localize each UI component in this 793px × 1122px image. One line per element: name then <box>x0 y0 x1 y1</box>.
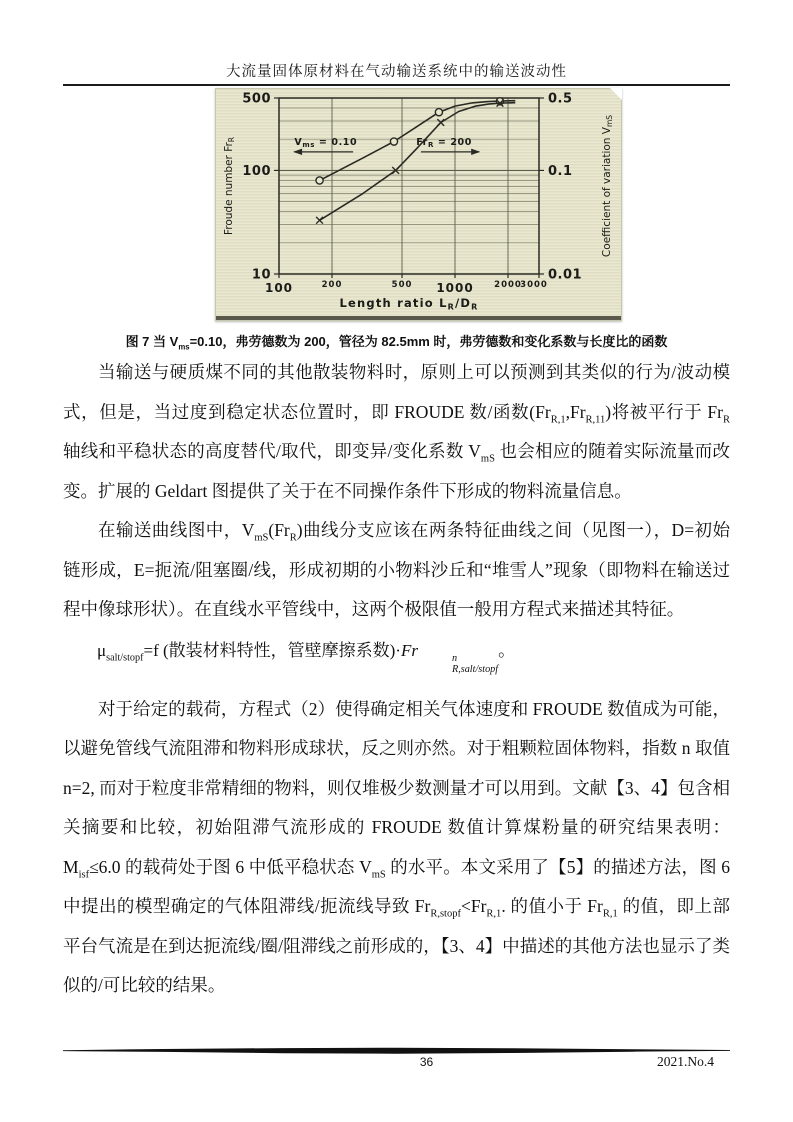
svg-text:100: 100 <box>264 281 294 295</box>
svg-text:10: 10 <box>251 267 271 283</box>
svg-text:Coefficient of variation VmS: Coefficient of variation $V_{mS}$ <box>601 114 615 258</box>
svg-text:500: 500 <box>242 91 271 107</box>
svg-text:FrR = 200: $Fr_R = 200$ <box>416 136 472 150</box>
svg-text:Froude number FrR: Froude number $Fr_R$ <box>223 136 237 236</box>
paragraph-3: 对于给定的载荷，方程式（2）使得确定相关气体速度和 FROUDE 数值成为可能，以避免管线气流阻滞和物料形成球状，反之则亦然。对于粗颗粒固体物料，指数 n 取值 n=2, 而对于粒度非常精细的物料，则仅堆极少数测量才可以用到。文献【3、4】包含相关摘要和比较，初始阻滞气流形成的 FROUDE 数值计算煤粉量的研究结果表明：$M_{isf}\le 6.0$ 的载荷处于图 6 中低平稳状态 $V_{mS}$ 的水平。本文采用了【5】的描述方法，图 6 中提出的模型确定的气体阻滞线/扼流线导致 $Fr_{R,stopf}<Fr_{R,1}$. 的值小于 $Fr_{R,1}$ 的值，即上部平台气流是在到达扼流线/圈/阻滞线之前形成的，【3、4】中描述的其他方法也显示了类似的/可比较的结果。 <box>63 698 731 996</box>
page-number: 36 <box>419 1055 434 1069</box>
svg-text:3000: 3000 <box>520 280 548 290</box>
scan-corner-notch <box>610 88 622 100</box>
footer-rule-stroke <box>63 1048 730 1054</box>
header-rule <box>63 84 730 86</box>
froude-vs-length-ratio-chart <box>216 89 623 322</box>
page-header-title: 大流量固体原材料在气动输送系统中的输送波动性 <box>226 64 567 80</box>
paragraph-2: 在输送曲线图中，$V_{mS}(Fr_R)$曲线分支应该在两条特征曲线之间（见图一），D=初始链形成，E=扼流/阻塞圈/线，形成初期的小物料沙丘和“堆雪人”现象（即物料在输送过程中像球形状）。在直线水平管线中，这两个极限值一般用方程式来描述其特征。 <box>63 520 730 619</box>
svg-text:Vms = 0.10: $V_{ms} = 0.10$ <box>294 136 358 150</box>
svg-text:Length ratio LR/DR: Length ratio $L_R/D_R$ <box>339 296 479 312</box>
scan-bottom-edge <box>216 316 621 320</box>
svg-text:0.5: 0.5 <box>548 91 573 107</box>
svg-text:0.01: 0.01 <box>548 267 583 283</box>
svg-text:1000: 1000 <box>436 281 474 295</box>
figure-caption: 图 7 当 $V_{ms}=0.10$，弗劳德数为 200，管径为 82.5mm 时，弗劳德数和变化系数与长度比的函数 <box>125 334 668 352</box>
article-body <box>63 353 730 1006</box>
svg-text:200: 200 <box>321 280 343 290</box>
svg-text:0.1: 0.1 <box>548 163 573 179</box>
footer-rule <box>63 1047 730 1055</box>
equation-mu-salt-stopf: $\mu_{salt/stopf}=f$ (散装材料特性，管壁摩擦系数)·Fr n R,salt/stopf 。 <box>97 640 516 675</box>
svg-text:100: 100 <box>242 163 271 179</box>
issue-label: 2021.No.4 <box>657 1054 714 1069</box>
figure-7-scanned-chart <box>215 88 622 321</box>
svg-text:500: 500 <box>391 280 413 290</box>
svg-text:2000: 2000 <box>494 280 522 290</box>
paragraph-1: 当输送与硬质煤不同的其他散装物料时，原则上可以预测到其类似的行为/波动模式，但是，当过度到稳定状态位置时，即 FROUDE 数/函数$(Fr_{R,1},Fr_{R,11})$将被平行于 $Fr_R$ 轴线和平稳状态的高度替代/取代，即变异/变化系数 $V_{mS}$ 也会相应的随着实际流量而改变。扩展的 Geldart 图提供了关于在不同操作条件下形成的物料流量信息。 <box>63 362 730 501</box>
